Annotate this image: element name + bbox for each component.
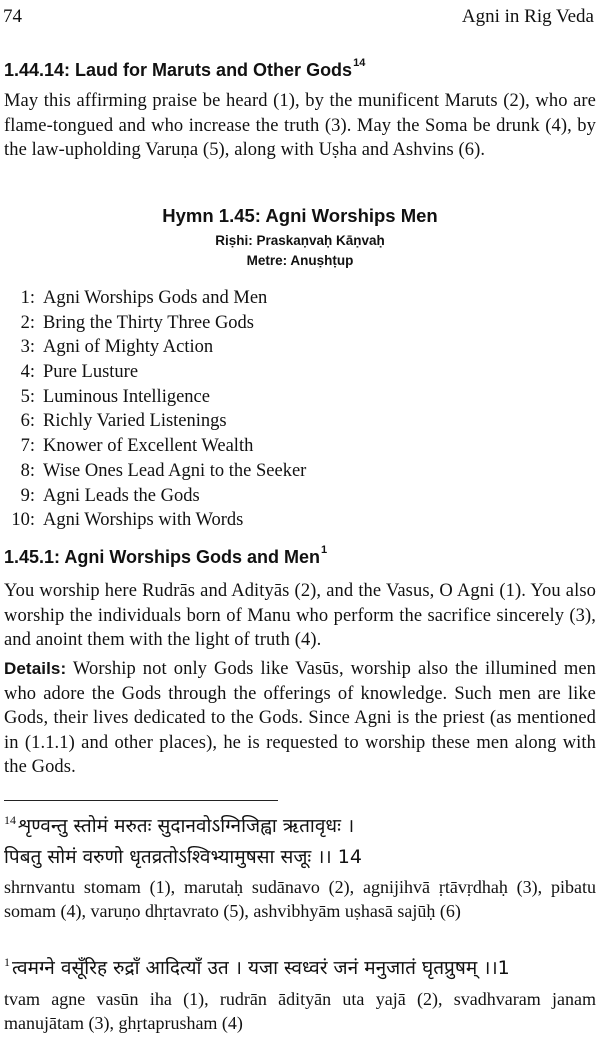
footnote-1-transliteration: tvam agne vasūn iha (1), rudrān ādityān uta yajā (2), svadhvaram janam manujātam (3), ghṛtaprusham (4) <box>4 989 596 1033</box>
list-item: 3: Agni of Mighty Action <box>20 337 214 358</box>
section-heading-text: 1.45.1: Agni Worships Gods and Men <box>4 547 321 567</box>
list-item: 1: Agni Worships Gods and Men <box>20 288 268 308</box>
list-item: 2: Bring the Thirty Three Gods <box>20 312 255 333</box>
details-paragraph <box>4 657 596 780</box>
running-header <box>3 6 594 32</box>
footnote-mark: 1 <box>4 955 10 969</box>
hymn-title: Hymn 1.45: Agni Worships Men <box>162 205 438 226</box>
list-item: 8: Wise Ones Lead Agni to the Seeker <box>20 460 307 481</box>
list-item: 5: Luminous Intelligence <box>20 386 210 407</box>
footnote-divider <box>4 800 278 801</box>
hymn-rishi: Riṣhi: Praskaṇvaḥ Kāṇvaḥ <box>215 233 385 248</box>
section-heading-text: 1.44.14: Laud for Maruts and Other Gods <box>4 60 353 80</box>
list-item: 7: Knower of Excellent Wealth <box>20 436 254 457</box>
section-body-1-45-1: You worship here Rudrās and Adityās (2), and the Vasus, O Agni (1). You also worship the individuals born of Manu who perform the sacrifice sincerely (3), and anoint them with the light of truth (4). <box>4 581 596 650</box>
list-item: 10: Agni Worships with Words <box>11 510 244 531</box>
section-heading-1-45-1 <box>4 544 328 568</box>
footnote-14-transliteration: shrnvantu stomam (1), marutaḥ sudānavo (2), agnijihvā ṛtāvṛdhaḥ (3), pibatu somam (4), varuṇo dhṛtavrato (5), ashvibhyām uṣhasā sajūḥ (6) <box>4 877 596 921</box>
list-item: 4: Pure Lusture <box>20 362 139 383</box>
section-body-1-44-14: May this affirming praise be heard (1), by the munificent Maruts (2), who are flame-tongued and who increase the truth (3). May the Soma be drunk (4), by the law-upholding Varuṇa (5), along with Uṣha and Ashvins (6). <box>4 91 596 160</box>
details-text: Worship not only Gods like Vasūs, worship also the illumined men who adore the Gods through the offerings of knowledge. Such men are like Gods, their lives dedicated to the Gods. Since Agni is the priest (as mentioned in (1.1.1) and other places), he is requested to worship these men along with the Gods. <box>4 659 596 777</box>
list-item: 9: Agni Leads the Gods <box>20 485 200 506</box>
page-number: 74 <box>3 6 22 27</box>
book-title: Agni in Rig Veda <box>461 6 594 27</box>
section-heading-1-44-14 <box>4 57 366 81</box>
footnote-mark: 14 <box>4 813 16 827</box>
list-item: 6: Richly Varied Listenings <box>20 411 227 432</box>
footnote-14-devanagari-line-2: पिबतु सोमं वरुणो धृतव्रतोऽश्विभ्यामुषसा सजूः ।। 14 <box>4 846 362 868</box>
footnote-14-devanagari-line-1: $^{14}$ शृण्वन्तु स्तोमं मरुतः सुदानवोऽग्निजिह्वा ऋतावृधः । <box>4 813 355 837</box>
details-label: Details: <box>4 659 67 678</box>
hymn-metre: Metre: Anuṣhṭup <box>246 253 354 268</box>
hymn-contents-list <box>0 288 400 535</box>
footnote-1-devanagari-line: $^1$ त्वमग्ने वसूँरिह रुद्राँ आदित्याँ उत । यजा स्वध्वरं जनं मनुजातं घृतप्रुषम् ।।1 <box>4 955 510 979</box>
footnote-marker: 1 <box>321 544 328 556</box>
footnote-marker: 14 <box>353 57 366 69</box>
